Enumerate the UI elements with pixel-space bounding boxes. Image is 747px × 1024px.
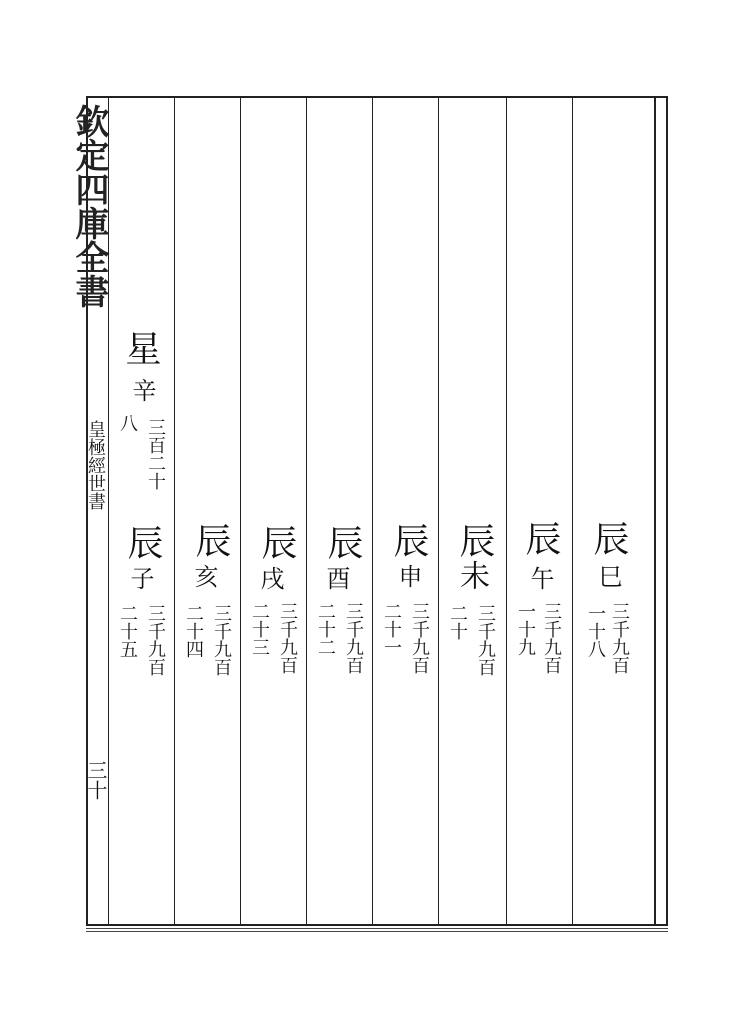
column-rule [240, 96, 241, 926]
column-3-branch: 未 [454, 560, 489, 590]
column-1-count: 三千九百 [609, 602, 630, 674]
column-7-stem: 辰 [190, 522, 231, 558]
column-6-count: 三千九百 [277, 602, 298, 674]
bottom-rule [86, 928, 668, 932]
star-branch: 辛 [128, 378, 156, 402]
column-rule [372, 96, 373, 926]
column-rule [438, 96, 439, 926]
column-8-branch: 子 [126, 566, 154, 590]
column-3-stem: 辰 [454, 522, 495, 558]
margin-section-title: 皇極經世書 [85, 420, 106, 510]
column-1-ordinal: 一十八 [585, 604, 606, 658]
column-5-ordinal: 二十二 [315, 602, 336, 656]
column-3-ordinal: 二十 [447, 604, 468, 640]
column-rule [506, 96, 507, 926]
column-5-stem: 辰 [322, 524, 363, 560]
column-rule [174, 96, 175, 926]
column-6-stem: 辰 [256, 524, 297, 560]
column-4-branch: 申 [394, 564, 422, 588]
column-rule [306, 96, 307, 926]
column-2-stem: 辰 [520, 520, 561, 556]
column-2-branch: 午 [526, 566, 554, 590]
column-5-count: 三千九百 [343, 602, 364, 674]
column-5-branch: 酉 [322, 566, 350, 590]
column-7-count: 三千九百 [211, 604, 232, 676]
column-4-ordinal: 二十一 [381, 602, 402, 656]
column-7-ordinal: 二十四 [183, 604, 204, 658]
star-count: 三百二十 [145, 418, 166, 490]
page-frame-right-band [654, 96, 666, 926]
column-6-ordinal: 二十三 [249, 602, 270, 656]
margin-book-title: 欽定四庫全書 [69, 104, 109, 308]
column-1-branch: 巳 [594, 564, 622, 588]
star-label: 星 [120, 330, 161, 366]
column-8-ordinal: 二十五 [117, 604, 138, 658]
column-rule [572, 96, 573, 926]
column-2-ordinal: 一十九 [515, 602, 536, 656]
column-8-count: 三千九百 [145, 604, 166, 676]
column-1-stem: 辰 [588, 520, 629, 556]
column-7-branch: 亥 [190, 564, 218, 588]
column-2-count: 三千九百 [541, 602, 562, 674]
column-4-count: 三千九百 [409, 602, 430, 674]
column-3-count: 三千九百 [475, 604, 496, 676]
margin-page-number: 三十 [84, 760, 108, 800]
column-8-stem: 辰 [122, 524, 163, 560]
column-6-branch: 戌 [256, 566, 284, 590]
column-4-stem: 辰 [388, 522, 429, 558]
star-ordinal: 八 [117, 414, 138, 432]
